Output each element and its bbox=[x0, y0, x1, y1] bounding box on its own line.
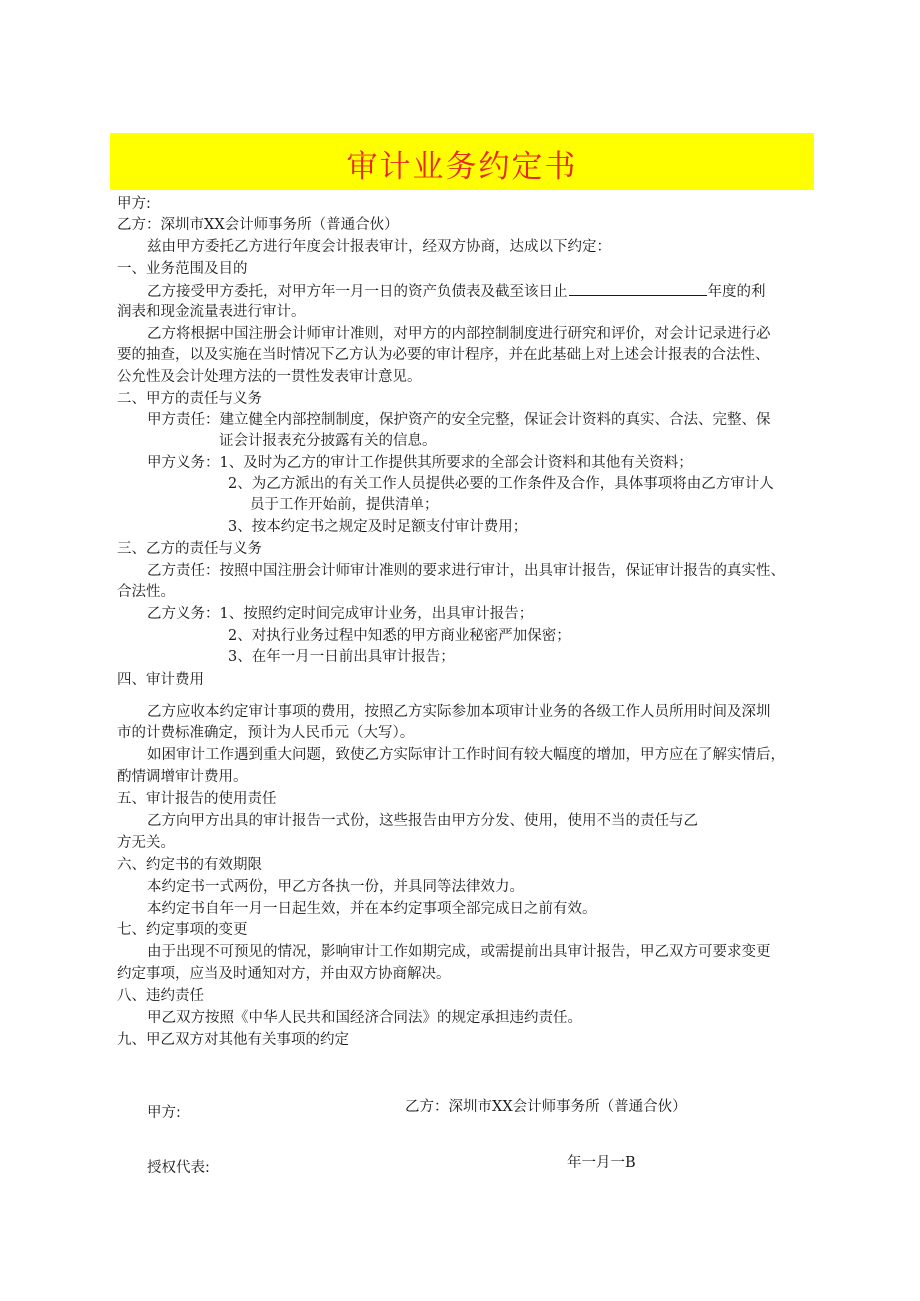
section-8-heading: 八、违约责任 bbox=[117, 988, 204, 1004]
party-b-label: 乙方：深圳市XX会计师事务所（普通合伙） bbox=[117, 217, 399, 233]
s1-p1-text-b: 年度的利 bbox=[707, 284, 766, 300]
s6-paragraph-1: 本约定书一式两份，甲乙方各执一份，并具同等法律效力。 bbox=[147, 879, 524, 895]
section-2-heading: 二、甲方的责任与义务 bbox=[117, 391, 262, 407]
s4-paragraph-1-line-2: 市的计费标准确定，预计为人民币元（大写）。 bbox=[117, 725, 415, 741]
section-4-heading: 四、审计费用 bbox=[117, 672, 204, 688]
s2-duty-1: 甲方义务：1、及时为乙方的审计工作提供其所要求的全部会计资料和其他有关资料； bbox=[147, 455, 693, 471]
s3-responsibility-line-1: 乙方责任：按照中国注册会计师审计准则的要求进行审计，出具审计报告，保证审计报告的真实性、 bbox=[147, 563, 785, 579]
s7-paragraph-line-2: 约定事项，应当及时通知对方，并由双方协商解决。 bbox=[117, 966, 451, 982]
section-5-heading: 五、审计报告的使用责任 bbox=[117, 791, 277, 807]
s2-duty-2-line-2: 员于工作开始前，提供清单； bbox=[250, 497, 439, 513]
s1-paragraph-1-line-1 bbox=[147, 281, 766, 302]
signature-party-b: 乙方：深圳市XX会计师事务所（普通合伙） bbox=[405, 1099, 687, 1115]
intro-text: 兹由甲方委托乙方进行年度会计报表审计，经双方协商，达成以下约定： bbox=[147, 239, 611, 255]
s5-paragraph-line-1: 乙方向甲方出具的审计报告一式份，这些报告由甲方分发、使用，使用不当的责任与乙 bbox=[147, 813, 698, 829]
s2-duty-3: 3、按本约定书之规定及时足额支付审计费用； bbox=[228, 519, 528, 535]
s4-paragraph-2-line-2: 酌情调增审计费用。 bbox=[117, 769, 248, 785]
section-1-heading: 一、业务范围及目的 bbox=[117, 261, 248, 277]
s2-duty-2-line-1: 2、为乙方派出的有关工作人员提供必要的工作条件及合作，具体事项将由乙方审计人 bbox=[228, 476, 774, 492]
s2-responsibility-line-1: 甲方责任：建立健全内部控制制度，保护资产的安全完整，保证会计资料的真实、合法、完整、保 bbox=[147, 412, 771, 428]
s3-duty-1: 乙方义务：1、按照约定时间完成审计业务，出具审计报告； bbox=[147, 606, 534, 622]
s1-paragraph-2-line-1: 乙方将根据中国注册会计师审计准则，对甲方的内部控制制度进行研究和评价，对会计记录进行必 bbox=[147, 326, 771, 342]
s3-duty-2: 2、对执行业务过程中知悉的甲方商业秘密严加保密； bbox=[228, 628, 571, 644]
signature-party-a: 甲方: bbox=[147, 1105, 181, 1121]
s3-duty-3: 3、在年一月一日前出具审计报告； bbox=[228, 649, 455, 665]
s4-paragraph-2-line-1: 如困审计工作遇到重大问题，致使乙方实际审计工作时间有较大幅度的增加，甲方应在了解实情后， bbox=[147, 747, 785, 763]
s1-paragraph-1-line-2: 润表和现金流量表进行审计。 bbox=[117, 304, 306, 320]
s3-responsibility-line-2: 合法性。 bbox=[117, 584, 175, 600]
s2-responsibility-line-2: 证会计报表充分披露有关的信息。 bbox=[219, 433, 437, 449]
section-3-heading: 三、乙方的责任与义务 bbox=[117, 541, 262, 557]
s1-p1-text-a: 乙方接受甲方委托，对甲方年一月一日的资产负债表及截至该日止 bbox=[147, 284, 568, 300]
title-banner bbox=[110, 133, 814, 190]
s5-paragraph-line-2: 方无关。 bbox=[117, 835, 175, 851]
s1-paragraph-2-line-2: 要的抽查，以及实施在当时情况下乙方认为必要的审计程序，并在此基础上对上述会计报表的合法性、 bbox=[117, 347, 770, 363]
fill-in-blank bbox=[569, 281, 707, 296]
s1-paragraph-2-line-3: 公允性及会计处理方法的一贯性发表审计意见。 bbox=[117, 369, 422, 385]
signature-representative: 授权代表: bbox=[147, 1160, 210, 1176]
party-a-label: 甲方: bbox=[117, 196, 151, 212]
s4-paragraph-1-line-1: 乙方应收本约定审计事项的费用，按照乙方实际参加本项审计业务的各级工作人员所用时间及深圳 bbox=[147, 704, 771, 720]
section-7-heading: 七、约定事项的变更 bbox=[117, 922, 248, 938]
s7-paragraph-line-1: 由于出现不可预见的情况，影响审计工作如期完成，或需提前出具审计报告，甲乙双方可要求变更 bbox=[147, 944, 771, 960]
s6-paragraph-2: 本约定书自年一月一日起生效，并在本约定事项全部完成日之前有效。 bbox=[147, 901, 597, 917]
signature-date: 年一月一B bbox=[567, 1155, 636, 1171]
document-title: 审计业务约定书 bbox=[346, 149, 578, 185]
section-9-heading: 九、甲乙双方对其他有关事项的约定 bbox=[117, 1032, 349, 1048]
section-6-heading: 六、约定书的有效期限 bbox=[117, 857, 262, 873]
s8-paragraph: 甲乙双方按照《中华人民共和国经济合同法》的规定承担违约责任。 bbox=[147, 1010, 582, 1026]
